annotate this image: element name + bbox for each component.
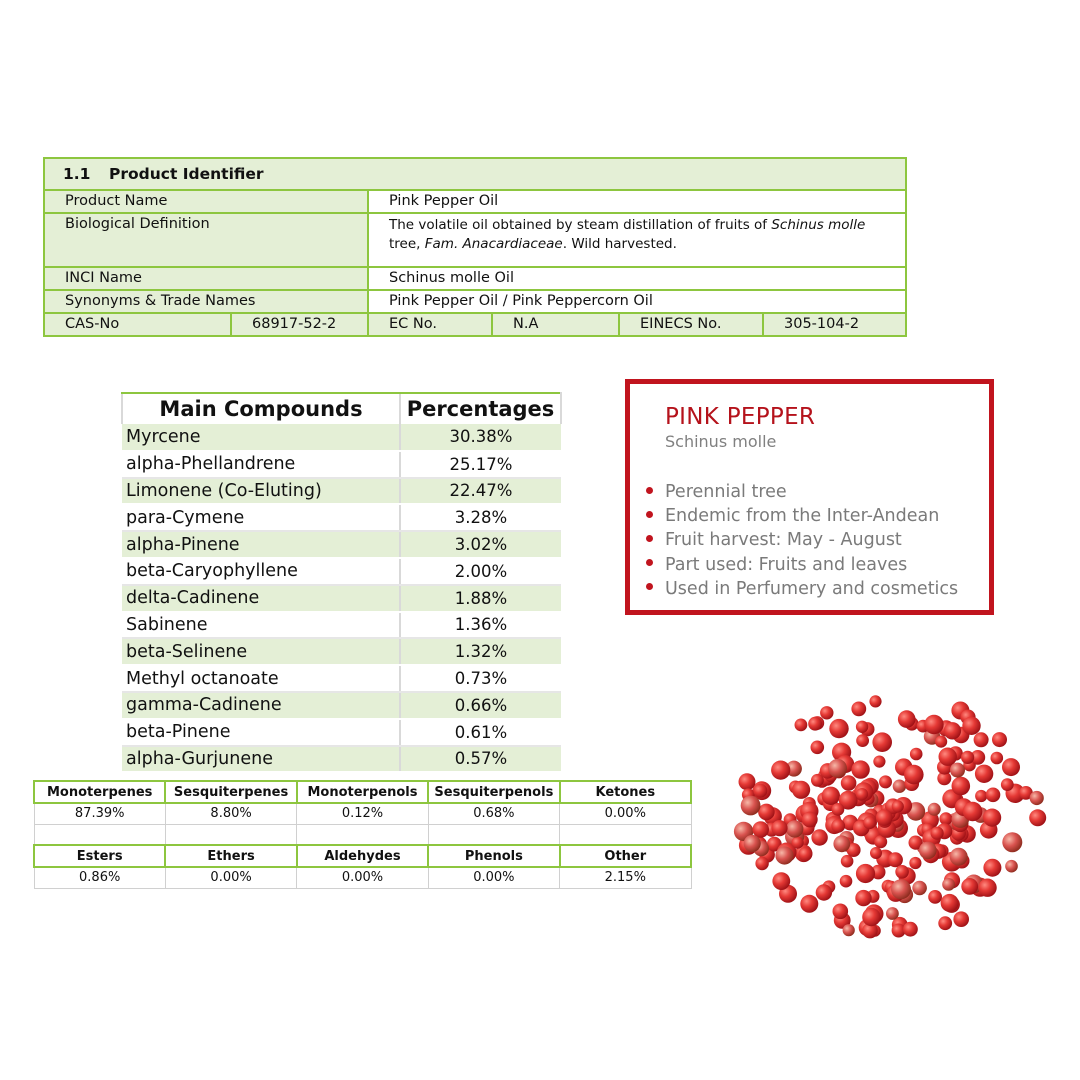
compound-row [122, 531, 561, 558]
peppercorn [963, 802, 983, 822]
class-value-row [34, 867, 691, 888]
peppercorn [950, 848, 968, 866]
peppercorn [820, 706, 833, 719]
peppercorn [893, 780, 906, 793]
peppercorn [795, 719, 808, 732]
biological-definition-value [368, 213, 906, 267]
peppercorn [938, 916, 952, 930]
class-header: Other [560, 845, 691, 867]
product-identifier-table [43, 157, 907, 337]
class-header: Esters [34, 845, 165, 867]
compound-row [122, 746, 561, 773]
peppercorn [1005, 860, 1018, 873]
peppercorn [950, 763, 965, 778]
inci-name-value: Schinus molle Oil [368, 267, 906, 290]
compound-name: Myrcene [122, 424, 400, 451]
compound-row [122, 424, 561, 451]
class-value: 0.86% [34, 867, 165, 888]
class-header: Aldehydes [297, 845, 428, 867]
peppercorn [983, 809, 1001, 827]
peppercorn [939, 748, 957, 766]
compound-percentage: 0.57% [400, 746, 561, 773]
biological-definition-label: Biological Definition [44, 213, 368, 267]
peppercorn [983, 859, 1001, 877]
peppercorn [772, 872, 790, 890]
compound-percentage: 3.28% [400, 504, 561, 531]
peppercorn [919, 842, 937, 860]
class-header: Sesquiterpenes [165, 781, 296, 803]
peppercorn [833, 904, 849, 920]
pink-pepper-info-card [625, 379, 994, 615]
peppercorn [892, 800, 904, 812]
compound-percentage: 1.88% [400, 585, 561, 612]
bio-def-text-2: tree, [389, 236, 425, 252]
cas-value: 68917-52-2 [231, 313, 368, 336]
section-number: 1.1 [63, 165, 91, 183]
peppercorn [879, 775, 892, 788]
peppercorn [1002, 832, 1022, 852]
class-header-row [34, 781, 691, 803]
peppercorn [829, 719, 848, 738]
synonyms-label: Synonyms & Trade Names [44, 290, 368, 313]
compound-row [122, 504, 561, 531]
compound-percentage: 22.47% [400, 478, 561, 505]
peppercorn [873, 756, 885, 768]
compound-name: gamma-Cadinene [122, 692, 400, 719]
peppercorn [975, 765, 993, 783]
class-value: 87.39% [34, 803, 165, 824]
card-bullet-item [646, 480, 958, 504]
card-bullet-item [646, 553, 958, 577]
compound-row [122, 612, 561, 639]
class-value: 2.15% [560, 867, 691, 888]
compound-name: alpha-Gurjunene [122, 746, 400, 773]
peppercorn [833, 835, 850, 852]
bio-def-species: Schinus molle [771, 217, 866, 233]
card-bullet-list [646, 480, 958, 601]
compound-percentage: 2.00% [400, 558, 561, 585]
peppercorn [904, 765, 924, 785]
peppercorn [909, 857, 921, 869]
class-value: 0.00% [165, 867, 296, 888]
class-header-row [34, 845, 691, 867]
class-value: 0.00% [297, 867, 428, 888]
peppercorn [870, 847, 882, 859]
peppercorn [944, 722, 961, 739]
peppercorn [771, 820, 787, 836]
peppercorn [992, 732, 1007, 747]
class-value: 8.80% [165, 803, 296, 824]
chemical-classes-table-1 [33, 780, 692, 846]
peppercorn [986, 788, 1001, 803]
product-name-label: Product Name [44, 190, 368, 213]
peppercorn [1001, 778, 1014, 791]
card-bullet-text: Perennial tree [665, 482, 787, 502]
peppercorn [1029, 809, 1046, 826]
inci-name-label: INCI Name [44, 267, 368, 290]
class-header: Ketones [560, 781, 691, 803]
peppercorn [856, 788, 868, 800]
peppercorn [961, 878, 978, 895]
peppercorn [891, 879, 911, 899]
class-header: Sesquiterpenols [428, 781, 559, 803]
blank-cell [34, 824, 165, 845]
class-header: Monoterpenols [297, 781, 428, 803]
peppercorn [811, 829, 827, 845]
compound-name: beta-Pinene [122, 719, 400, 746]
blank-cell [428, 824, 559, 845]
class-blank-row [34, 824, 691, 845]
compound-percentage: 0.66% [400, 692, 561, 719]
peppercorn [939, 812, 952, 825]
peppercorn [800, 895, 818, 913]
peppercorn [758, 804, 775, 821]
section-header [44, 158, 906, 190]
peppercorn [831, 819, 845, 833]
compound-name: beta-Selinene [122, 638, 400, 665]
card-bullet-text: Part used: Fruits and leaves [665, 554, 908, 575]
card-bullet-item [646, 577, 958, 601]
peppercorn [855, 890, 871, 906]
peppercorn [1002, 758, 1020, 776]
bio-def-family: Fam. Anacardiaceae [424, 236, 563, 252]
peppercorn [1030, 791, 1044, 805]
compound-percentage: 0.73% [400, 665, 561, 692]
peppercorn [792, 781, 810, 799]
bullet-dot-icon [646, 535, 653, 542]
peppercorn [752, 821, 769, 838]
compound-percentage: 1.32% [400, 638, 561, 665]
peppercorn [978, 879, 996, 897]
peppercorn [856, 721, 868, 733]
peppercorn [935, 736, 947, 748]
peppercorn [798, 847, 812, 861]
peppercorn [974, 732, 989, 747]
peppercorn [841, 775, 857, 791]
peppercorn [942, 878, 955, 891]
chemical-classes-table-2 [33, 844, 692, 889]
peppercorn [928, 890, 942, 904]
peppercorn [841, 855, 854, 868]
compound-name: Sabinene [122, 612, 400, 639]
peppercorn [775, 846, 793, 864]
compound-name: alpha-Phellandrene [122, 451, 400, 478]
class-value: 0.00% [428, 867, 559, 888]
peppercorn [808, 717, 822, 731]
ec-value: N.A [492, 313, 619, 336]
peppercorn [741, 796, 761, 816]
peppercorn [961, 751, 974, 764]
card-bullet-item [646, 504, 958, 528]
peppercorn [888, 852, 903, 867]
peppercorn [843, 924, 855, 936]
peppercorn [895, 865, 909, 879]
peppercorn [840, 875, 853, 888]
peppercorn [832, 803, 845, 816]
card-bullet-text: Fruit harvest: May - August [665, 530, 902, 551]
peppercorn [924, 715, 943, 734]
card-subtitle: Schinus molle [665, 432, 777, 451]
peppercorn [811, 741, 825, 755]
compound-name: beta-Caryophyllene [122, 558, 400, 585]
section-title: Product Identifier [109, 165, 264, 183]
blank-cell [165, 824, 296, 845]
card-bullet-text: Endemic from the Inter-Andean [665, 506, 940, 527]
class-header: Monoterpenes [34, 781, 165, 803]
blank-cell [560, 824, 691, 845]
peppercorn [910, 748, 923, 761]
compound-name: Limonene (Co-Eluting) [122, 478, 400, 505]
peppercorn [869, 695, 881, 707]
compound-name: para-Cymene [122, 504, 400, 531]
card-bullet-text: Used in Perfumery and cosmetics [665, 578, 959, 599]
peppercorn [828, 759, 847, 778]
peppercorn [862, 908, 880, 926]
class-value-row [34, 803, 691, 824]
cas-label: CAS-No [44, 313, 231, 336]
peppercorn [928, 803, 941, 816]
compound-row [122, 585, 561, 612]
compound-row [122, 478, 561, 505]
peppercorn [953, 911, 969, 927]
compound-row [122, 719, 561, 746]
compounds-header-name: Main Compounds [122, 393, 400, 424]
peppercorn [886, 907, 899, 920]
blank-cell [297, 824, 428, 845]
peppercorn [991, 752, 1004, 765]
compound-name: delta-Cadinene [122, 585, 400, 612]
compound-row [122, 558, 561, 585]
peppercorn [962, 717, 980, 735]
peppercorn [739, 773, 756, 790]
compound-name: Methyl octanoate [122, 665, 400, 692]
bullet-dot-icon [646, 487, 653, 494]
peppercorn [753, 784, 767, 798]
peppercorn [816, 884, 832, 900]
product-name-value: Pink Pepper Oil [368, 190, 906, 213]
peppercorn [744, 835, 761, 852]
compound-name: alpha-Pinene [122, 531, 400, 558]
peppercorn [802, 812, 818, 828]
peppercorn [903, 922, 918, 937]
class-value: 0.68% [428, 803, 559, 824]
compound-percentage: 30.38% [400, 424, 561, 451]
peppercorn [792, 837, 804, 849]
peppercorn [952, 777, 971, 796]
peppercorn [863, 816, 876, 829]
bio-def-text-3: . Wild harvested. [562, 236, 677, 252]
bio-def-text-1: The volatile oil obtained by steam distillation of fruits of [389, 217, 772, 233]
compound-percentage: 25.17% [400, 451, 561, 478]
einecs-label: EINECS No. [619, 313, 763, 336]
ec-label: EC No. [368, 313, 492, 336]
compound-row [122, 665, 561, 692]
peppercorn [786, 820, 803, 837]
compounds-header-percentage: Percentages [400, 393, 561, 424]
peppercorn [822, 787, 840, 805]
peppercorn [755, 857, 768, 870]
class-header: Phenols [428, 845, 559, 867]
peppercorn [912, 881, 927, 896]
bullet-dot-icon [646, 511, 653, 518]
peppercorn [898, 710, 916, 728]
peppercorn [876, 809, 893, 826]
peppercorn [931, 827, 944, 840]
compound-percentage: 1.36% [400, 612, 561, 639]
compound-row [122, 451, 561, 478]
bullet-dot-icon [646, 559, 653, 566]
card-title: PINK PEPPER [665, 404, 816, 430]
peppercorn [851, 702, 866, 717]
peppercorn [856, 734, 869, 747]
compound-row [122, 638, 561, 665]
compound-row [122, 692, 561, 719]
card-bullet-item [646, 528, 958, 552]
main-compounds-table [121, 392, 562, 773]
synonyms-value: Pink Pepper Oil / Pink Peppercorn Oil [368, 290, 906, 313]
class-value: 0.00% [560, 803, 691, 824]
bullet-dot-icon [646, 583, 653, 590]
class-header: Ethers [165, 845, 296, 867]
peppercorn [856, 864, 875, 883]
peppercorn [851, 760, 869, 778]
compounds-body [122, 424, 561, 772]
peppercorn [771, 761, 790, 780]
peppercorns-photo [720, 680, 1060, 960]
compound-percentage: 0.61% [400, 719, 561, 746]
class-value: 0.12% [297, 803, 428, 824]
einecs-value: 305-104-2 [763, 313, 906, 336]
peppercorn [941, 894, 959, 912]
peppercorn [872, 732, 892, 752]
peppercorn [975, 790, 987, 802]
compound-percentage: 3.02% [400, 531, 561, 558]
